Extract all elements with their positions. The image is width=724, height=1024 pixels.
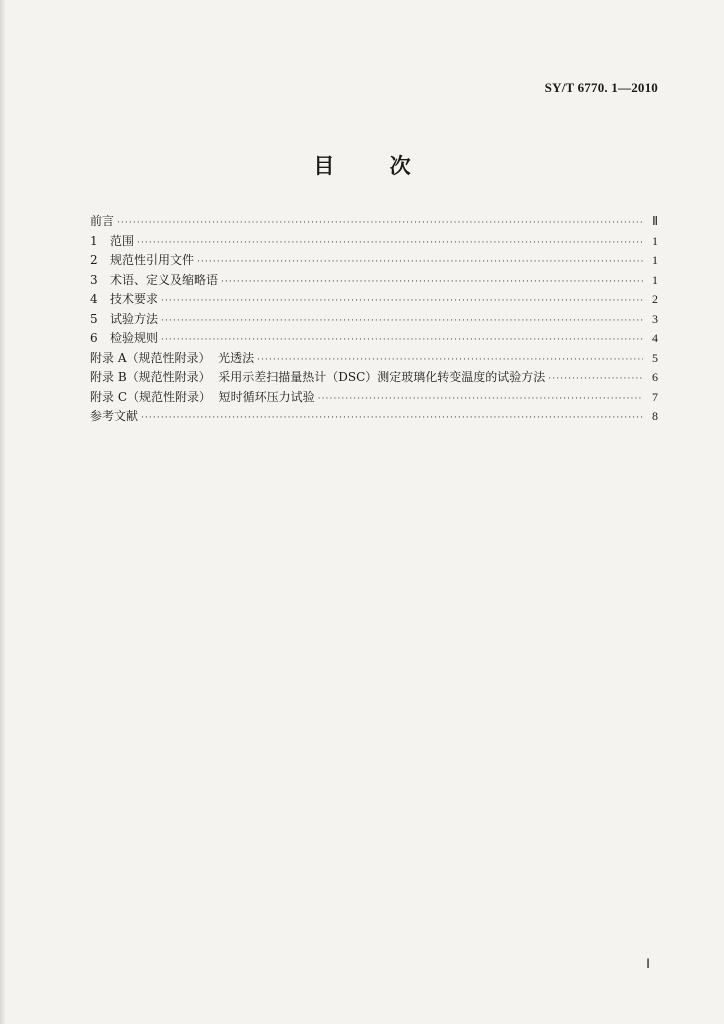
toc-entry-page: 3	[652, 311, 658, 326]
toc-entry-2[interactable]	[90, 251, 658, 271]
toc-entry-label: 3 术语、定义及缩略语	[90, 271, 218, 291]
toc-entry-label: 2 规范性引用文件	[90, 251, 194, 271]
toc-entry-page: 6	[652, 370, 658, 384]
toc-entry-number: 5	[90, 311, 98, 326]
toc-entry-page: Ⅱ	[652, 214, 658, 228]
standard-code: SY/T 6770. 1—2010	[544, 80, 658, 95]
toc-entry-number: 2	[90, 253, 98, 267]
toc-entry-number: 4	[90, 292, 98, 306]
toc-entry-number: 6	[90, 331, 98, 345]
toc-entry-5[interactable]	[90, 310, 658, 330]
toc-entry-preface[interactable]	[90, 212, 658, 232]
toc-leader-dots	[548, 370, 643, 390]
toc-entry-label: 参考文献	[90, 409, 139, 423]
toc-entry-3[interactable]	[90, 271, 658, 291]
toc-entry-page: 1	[652, 233, 658, 248]
toc-entry-1[interactable]	[90, 232, 658, 252]
toc-leader-dots	[117, 214, 643, 234]
toc-leader-dots	[318, 390, 643, 410]
toc-entry-4[interactable]	[90, 290, 658, 310]
page-title: 目 次	[313, 154, 435, 178]
table-of-contents	[90, 212, 658, 427]
toc-entry-number: 3	[90, 272, 98, 287]
toc-leader-dots	[137, 234, 643, 254]
toc-entry-references[interactable]	[90, 407, 658, 427]
toc-entry-page: 7	[652, 389, 658, 404]
toc-leader-dots	[161, 292, 643, 312]
toc-entry-label: 附录 C（规范性附录） 短时循环压力试验	[90, 389, 315, 404]
toc-entry-appendix-c[interactable]	[90, 388, 658, 408]
toc-entry-label: 6 检验规则	[90, 329, 158, 349]
toc-entry-appendix-a[interactable]	[90, 349, 658, 369]
toc-entry-page: 1	[652, 272, 658, 287]
toc-leader-dots	[161, 312, 643, 332]
toc-entry-page: 1	[652, 253, 658, 267]
toc-leader-dots	[221, 273, 643, 293]
toc-entry-appendix-b[interactable]	[90, 368, 658, 388]
toc-entry-page: 4	[652, 331, 658, 345]
toc-entry-page: 8	[652, 409, 658, 423]
toc-entry-6[interactable]	[90, 329, 658, 349]
toc-leader-dots	[141, 409, 643, 429]
toc-entry-label: 前言	[90, 214, 115, 228]
page-number: Ⅰ	[646, 956, 650, 971]
toc-entry-number: 1	[90, 233, 98, 248]
toc-entry-label: 附录 B（规范性附录） 采用示差扫描量热计（DSC）测定玻璃化转变温度的试验方法	[90, 370, 546, 384]
toc-entry-label: 1 范围	[90, 232, 134, 252]
toc-entry-page: 5	[652, 350, 658, 365]
toc-entry-label: 附录 A（规范性附录） 光透法	[90, 350, 255, 365]
toc-entry-label: 5 试验方法	[90, 310, 158, 330]
toc-entry-label: 4 技术要求	[90, 290, 158, 310]
toc-leader-dots	[197, 253, 643, 273]
toc-entry-page: 2	[652, 292, 658, 306]
